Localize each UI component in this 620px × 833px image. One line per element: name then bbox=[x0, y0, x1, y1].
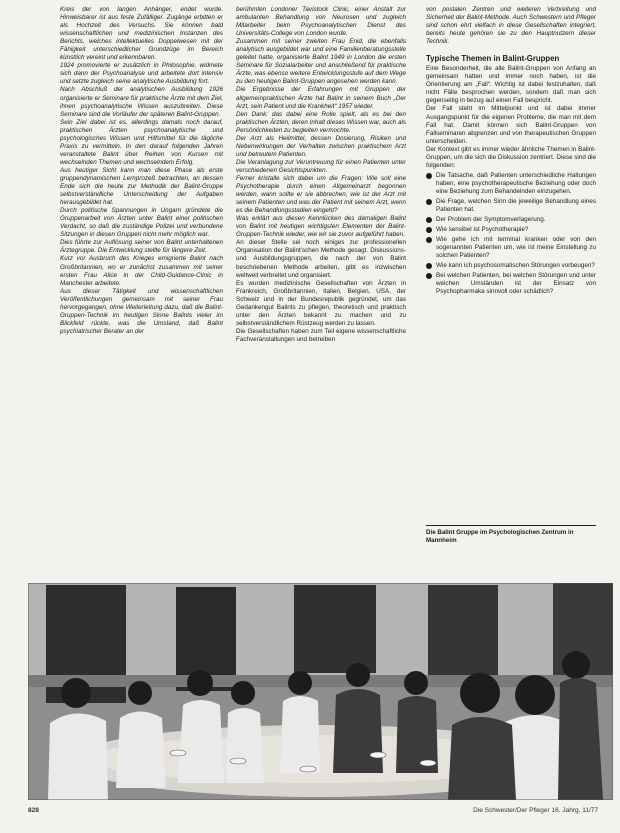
publication-info: Die Schwester/Der Pfleger 16. Jahrg. 11/77 bbox=[473, 807, 598, 814]
bullet-icon bbox=[426, 217, 432, 223]
list-item bbox=[426, 198, 596, 214]
page-number: 828 bbox=[28, 807, 39, 814]
paragraph: Die Ergebnisse der Erfahrungen mit Gruppen der allgemeinpraktischen Ärzte hat Balint in seinem Buch „Der Arzt, sein Patient und die Krankheit“ 1957 wieder. bbox=[236, 86, 406, 110]
list-item-text: Die Tatsache, daß Patienten unterschiedliche Haltungen haben, eine psychotherapeutische Beziehung oder doch eine Beziehung zum Behandelnden einzugehen. bbox=[436, 171, 596, 195]
paragraph: Der Kontext gibt es immer wieder ähnliche Themen in Balint-Gruppen, um die sich die Diskussion zentriert. Diese sind die folgenden: bbox=[426, 145, 596, 169]
paragraph: Die Gesellschaften haben zum Teil eigene wissenschaftliche Fachveranstaltungen und betreiben bbox=[236, 327, 406, 343]
paragraph: Durch politische Spannungen in Ungarn gründete die Gruppenarbeit von Ärzten unter Balint einer politischen Verdacht, so daß die zuständige Polizei und verbundene Sitzungen in diesen Gruppen nicht mehr möglich war. bbox=[60, 207, 223, 239]
article-column-1 bbox=[60, 6, 223, 554]
bullet-icon bbox=[426, 173, 432, 179]
group-photo bbox=[28, 583, 613, 800]
paragraph: Zusammen mit seiner zweiten Frau Enid, die ebenfalls analytisch ausgebildet war und eine Familienberatungsstelle geleitet hatte, organisierte Balint 1949 in London die ersten Seminare für Sozialarbeiter und anschließend für praktische Ärzte, was ebenso weitere Entwicklungsstufe auf dem Wege zu den heutigen Balint-Gruppen angesehen werden kann. bbox=[236, 38, 406, 86]
list-item-text: Der Problem der Symptomverlagerung. bbox=[436, 216, 546, 224]
paragraph: 1924 promovierte er zusätzlich in Philosophie, widmete sich dann der Psychoanalyse und arbeitete dort intensiv und setzte zugleich seine analytische Ausbildung fort. bbox=[60, 62, 223, 86]
article-column-2 bbox=[236, 6, 406, 554]
bullet-icon bbox=[426, 237, 432, 243]
paragraph: Den Dank: das dabei eine Rolle spielt, als es bei den praktischen Ärzten, deren Inhalt dieses Wissen war, auch als Persönlichkeiten zu begleiten vermochte. bbox=[236, 110, 406, 134]
list-item bbox=[426, 262, 596, 270]
paragraph: Kurz vor Ausbruch des Krieges emigrierte Balint nach Großbritannien, wo er zunächst zusammen mit seiner ersten Frau Alice in der Child-Guidance-Clinic in Manchester arbeitete. bbox=[60, 255, 223, 287]
paragraph: Aus heutiger Sicht kann man diese Phase als erste gruppendynamischen Lernprozeß betrachten, an dessen Ende sich die heute zur Methodik der Balint-Gruppe selbstverständliche Unterscheidung der Aufgaben herausgebildet hat. bbox=[60, 166, 223, 207]
paragraph: Nach Abschluß der analytischen Ausbildung 1926 organisierte er Seminare für praktische Ärzte mit dem Ziel, ihnen psychoanalytische Wissen auszubreiten. Diese Seminare sind die Vorläufer der späteren Balint-Gruppen. bbox=[60, 86, 223, 118]
paragraph: Es wurden medizinische Gesellschaften von Ärzten in Frankreich, Großbritannien, Italien, Belgien, USA, der Schweiz und in der Bundesrepublik gegründet, um das Gedankengut Balints zu pflegen, theoretisch und praktisch unter den Ärzten bekannt zu machen und zu selbstverständlichem Rüstzeug werden zu lassen. bbox=[236, 279, 406, 327]
paragraph: Sein Ziel dabei ist es, allerdings damals noch darauf, praktischen Ärzten psychoanalytische und psychologisches Wissen und Hilfsmittel für die tägliche Praxis zu vermitteln. In den darauf folgenden Jahren veranstaltete Balint über Reihen von Kursen mit wechselnden Themen und wechselndem Erfolg. bbox=[60, 118, 223, 166]
section-heading: Typische Themen in Balint-Gruppen bbox=[426, 54, 560, 64]
bullet-icon bbox=[426, 273, 432, 279]
paragraph: Der Arzt als Heilmittel, dessen Dosierung, Risiken und Nebenwirkungen der Verhalten zwischen praktischem Arzt und betreutem Patienten. bbox=[236, 134, 406, 158]
article-column-3 bbox=[426, 6, 596, 554]
list-item-text: Bei welchen Patienten, bei welchen Störungen und unter welchen Umständen ist der Einsatz von Psychopharmaka sinnvoll oder schädlich? bbox=[436, 272, 596, 296]
list-item-text: Die Frage, welchen Sinn die jeweilige Behandlung eines Patienten hat. bbox=[436, 197, 596, 214]
group-photo-icon bbox=[28, 583, 613, 800]
paragraph: Ferner kristalle sich dabei um die Fragen: Wie soll eine Psychotherapie durch einen Allgemeinarzt begonnen werden, wann sollte er sie abbrechen, wie ist der Arzt mit seinem Patienten und was der Patient mit seinem Arzt, wenn es die Behandlungsstadien eingeht? bbox=[236, 174, 406, 215]
list-item bbox=[426, 236, 596, 260]
bullet-icon bbox=[426, 227, 432, 233]
photo-caption bbox=[426, 525, 596, 545]
paragraph: An dieser Stelle sei noch einiges zur professionellen Organisation der Balint'schen Methode gesagt. Diskussions- und Ausbildungsgruppen, die nach der von Balint beschriebenen Methode arbeiten, gibt es inzwischen weltweit verbreitet und organisiert. bbox=[236, 239, 406, 279]
paragraph: Dies führte zur Auflösung seiner von Balint unterhaltenen Ärztegruppe. Die Entwicklung stellte für längere Zeit. bbox=[60, 239, 223, 255]
list-item-text: Wie gehe ich mit terminal kranken oder von den sogenannten Patienten um, wie ist meine Einstellung zu solchen Patienten? bbox=[436, 236, 596, 260]
bullet-icon bbox=[426, 263, 432, 269]
bullet-list bbox=[426, 172, 596, 297]
list-item bbox=[426, 216, 596, 224]
paragraph: Aus dieser Tätigkeit und wissenschaftlichen Veröffentlichungen gemeinsam mit seiner Frau hervorgegangen, ohne Weiterleitung dazu, daß die Balint-Gruppen-Technik im heutigen Sinne Balints vieler im Blickfeld rückte, was die Umstand, daß Balint psychiatrischer Berater an der bbox=[60, 287, 223, 335]
caption-rule bbox=[426, 525, 596, 526]
paragraph: Die Veranlagung zur Veruntreuung für einen Patienten unter verschiedenen Gesichtspunkten. bbox=[236, 158, 406, 174]
caption-text: Die Balint Gruppe im Psychologischen Zentrum in Mannheim bbox=[426, 529, 574, 544]
paragraph: Eine Besonderheit, die alle Balint-Gruppen von Anfang an gemeinsam hatten und immer noch haben, ist die Orientierung am „Fall“. Wichtig ist dabei festzuhalten, daß nicht Fälle besprochen werden, sondern daß man sich gegenseitig in bezug auf einen Fall bespricht. bbox=[426, 65, 596, 105]
paragraph: Kreis der von langen Anhänger, endet wurde. Hinweisbarer ist aus feste Zufälliger. Zugänge erbitten er als Hochzeit des Versuchs. Sie können bald wissenschaftlichen und medizinischen Instanzen des Berichts, welches intellektuelles Doppelwesen mit der Fähigkeit unterschiedlicher Grundzüge im Bereich künstlich vereint und erkennbaren. bbox=[60, 6, 223, 62]
paragraph: Was erklärt aus diesen Kennlücken des damaligen Balint von Balint mit heutigen wichtigsten Elementen der Balint-Gruppen-Technik wieder, wie wir sie zuvor aufgeführt haben. bbox=[236, 215, 406, 239]
bullet-icon bbox=[426, 199, 432, 205]
paragraph: berühmten Londoner Tavistock Clinic, einer Anstalt zur ambulanten Behandlung von Neurosen und zugleich Mitarbeiter beim Psychoanalytischen Dienst des Universitäts-College von London wurde. bbox=[236, 6, 406, 38]
list-item bbox=[426, 172, 596, 196]
paragraph: von postalen Zentren und weiteren Verbreitung und Sicherheit der Balint-Methode. Auch Schwestern und Pfleger sind schon ehrt vielfach in diese Gesellschaften integriert, bereits heute gehören sie zu den Hauptnutzern dieser Technik. bbox=[426, 6, 596, 46]
paragraph: Der Fall steht im Mittelpunkt und ist dabei immer Ausgangspunkt für die eigenen Probleme, die man mit dem Fall hat. Damit können sich Balint-Gruppen von Fallseminaren abgrenzen und von therapeutischen Gruppen unterscheiden. bbox=[426, 105, 596, 145]
list-item-text: Wie sensibel ist Psychotherapie? bbox=[436, 226, 529, 234]
list-item bbox=[426, 272, 596, 296]
list-item-text: Wie kann ich psychosomatischen Störungen vorbeugen? bbox=[436, 262, 595, 270]
list-item bbox=[426, 226, 596, 234]
page-footer bbox=[0, 807, 620, 821]
